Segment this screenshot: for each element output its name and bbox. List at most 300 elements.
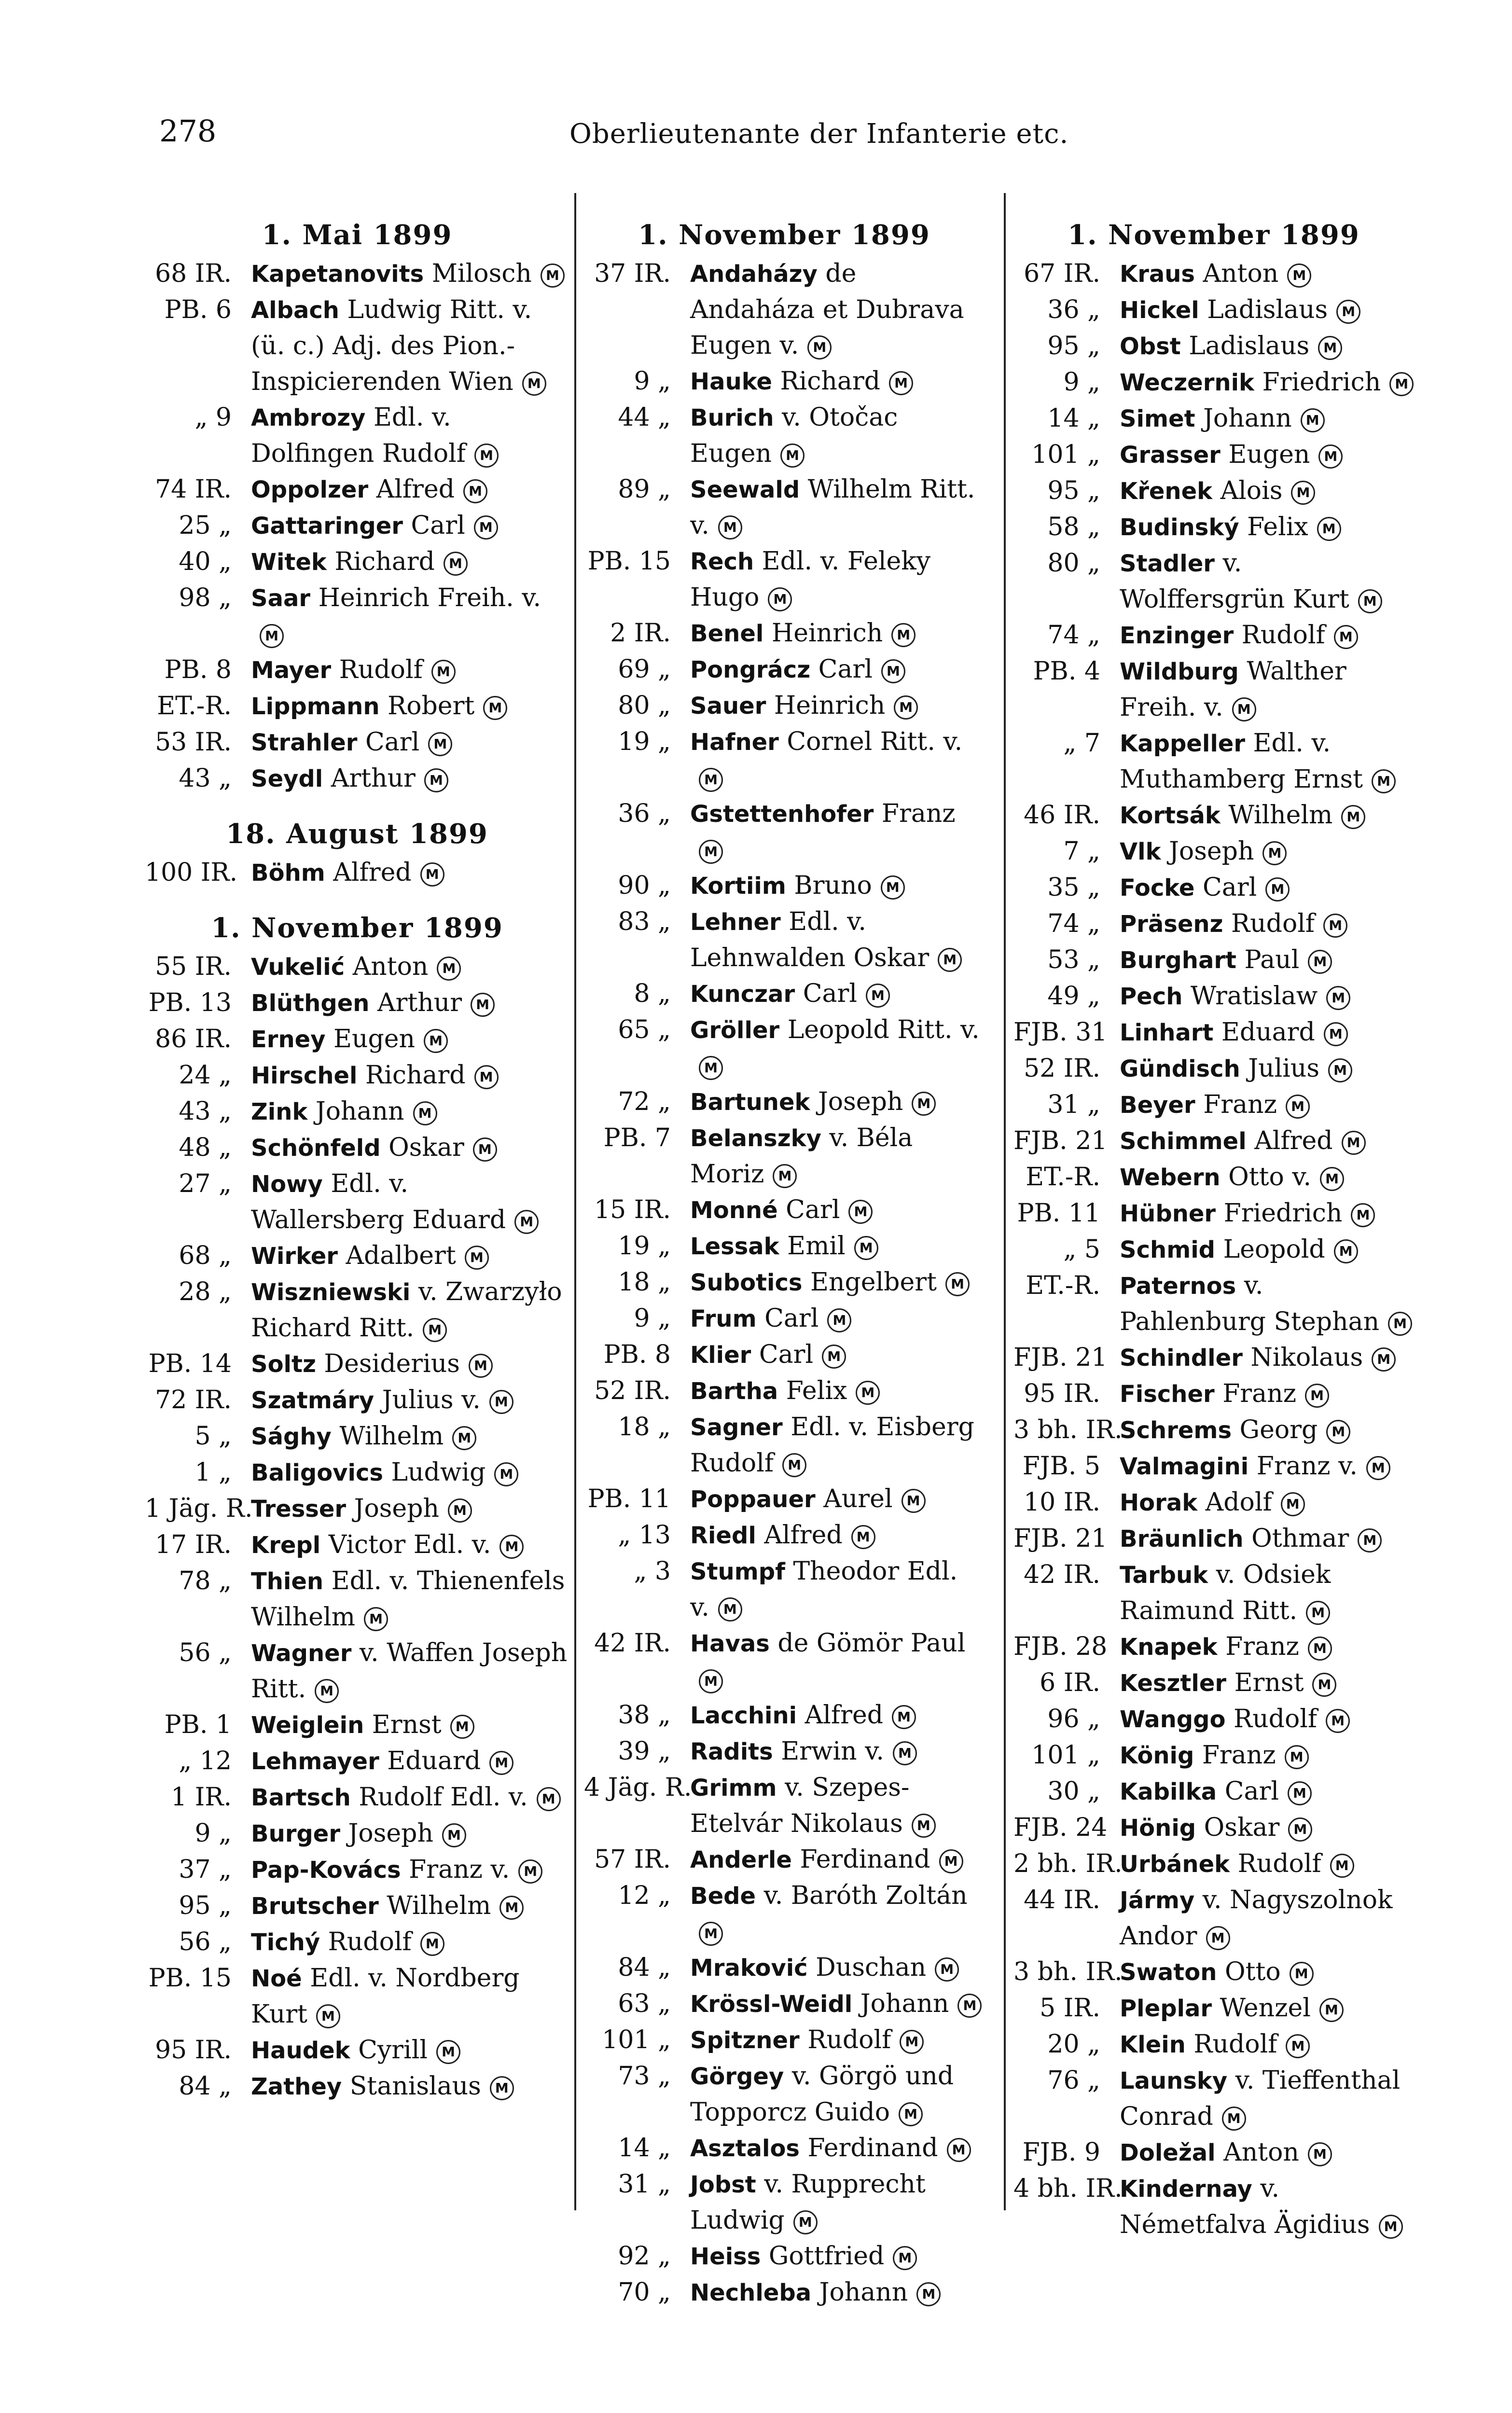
regiment-number: 83 „ xyxy=(618,907,671,936)
given-names: Eugen xyxy=(333,1025,416,1054)
surname: Wanggo xyxy=(1120,1706,1226,1733)
surname: Andaházy xyxy=(690,261,818,288)
given-names: Rudolf xyxy=(1231,909,1315,938)
given-names: Anton xyxy=(352,952,429,981)
given-names: Georg xyxy=(1239,1415,1318,1444)
officer-entry xyxy=(145,1130,569,1166)
medal-icon: M xyxy=(489,1390,513,1414)
surname: Baligovics xyxy=(251,1459,383,1486)
given-names: Leopold xyxy=(1223,1235,1325,1264)
medal-icon: M xyxy=(893,2246,917,2270)
given-names: Johann xyxy=(819,2278,908,2307)
given-names: Franz xyxy=(1202,1741,1276,1770)
regiment-number: FJB. 21 xyxy=(1013,1126,1108,1155)
officer-name xyxy=(251,292,569,400)
officer-name xyxy=(251,1021,569,1057)
column-1 xyxy=(145,193,569,2105)
given-names: v. Németfalva Ägidius xyxy=(1120,2174,1370,2239)
officer-entry xyxy=(1013,1665,1414,1701)
given-names: Carl xyxy=(365,728,420,757)
medal-icon: M xyxy=(514,1210,539,1234)
officer-entry xyxy=(145,472,569,508)
given-names: Eduard xyxy=(1221,1018,1315,1047)
medal-icon: M xyxy=(718,515,742,540)
officer-name xyxy=(690,2022,985,2058)
regiment-number: 12 „ xyxy=(618,1881,671,1910)
given-names: Ferdinand xyxy=(800,1845,930,1874)
given-names: Ferdinand xyxy=(807,2134,938,2163)
regiment-number: FJB. 28 xyxy=(1013,1632,1108,1661)
regiment-number: 40 „ xyxy=(179,547,232,576)
medal-icon: M xyxy=(1351,1203,1375,1227)
medal-icon: M xyxy=(473,1137,497,1162)
surname: Präsenz xyxy=(1120,911,1223,938)
officer-name xyxy=(251,1346,569,1382)
given-names: Rudolf xyxy=(339,655,423,684)
officer-name xyxy=(251,1130,569,1166)
medal-icon: M xyxy=(437,957,461,981)
officer-entry xyxy=(1013,364,1414,401)
regiment-number: 56 „ xyxy=(179,1638,232,1667)
officer-entry xyxy=(1013,1484,1414,1521)
regiment-number: 4 bh. IR. xyxy=(1013,2174,1123,2203)
medal-icon: M xyxy=(522,372,546,396)
regiment-number: 28 „ xyxy=(179,1277,232,1306)
medal-icon: M xyxy=(881,659,905,683)
surname: Tresser xyxy=(251,1496,347,1523)
regiment-number: PB. 4 xyxy=(1033,657,1100,686)
officer-entry xyxy=(145,688,569,724)
officer-entry xyxy=(1013,1882,1414,1954)
regiment-number: 2 IR. xyxy=(610,619,671,648)
surname: Weiglein xyxy=(251,1712,364,1739)
officer-name xyxy=(690,1842,985,1878)
medal-icon: M xyxy=(442,1823,466,1847)
section-date-heading: 1. November 1899 xyxy=(638,219,930,251)
medal-icon: M xyxy=(1358,589,1382,613)
officer-name xyxy=(1120,2135,1414,2171)
section-date-heading: 18. August 1899 xyxy=(226,818,488,850)
medal-icon: M xyxy=(1341,805,1365,829)
medal-icon: M xyxy=(424,1029,448,1053)
officer-entry xyxy=(584,1337,985,1373)
given-names: Wilhelm Ritt. v. xyxy=(690,475,975,540)
surname: Burich xyxy=(690,404,774,431)
given-names: Carl xyxy=(1224,1777,1279,1806)
given-names: v. Rupprecht Ludwig xyxy=(690,2170,926,2235)
regiment-number: „ 7 xyxy=(1063,729,1100,758)
regiment-number: 67 IR. xyxy=(1024,259,1100,288)
surname: Gröller xyxy=(690,1017,780,1044)
surname: Bräunlich xyxy=(1120,1525,1244,1553)
regiment-number: 19 „ xyxy=(618,727,671,756)
medal-icon: M xyxy=(699,1669,723,1693)
surname: Kappeller xyxy=(1120,730,1245,757)
officer-name xyxy=(1120,545,1414,617)
surname: Horak xyxy=(1120,1489,1198,1516)
regiment-number: FJB. 21 xyxy=(1013,1524,1108,1553)
medal-icon: M xyxy=(1312,1673,1336,1697)
regiment-number: ET.-R. xyxy=(157,692,232,721)
officer-name xyxy=(1120,725,1414,797)
given-names: Edl. v. Nordberg Kurt xyxy=(251,1964,520,2029)
officer-name xyxy=(1120,1087,1414,1123)
officer-name xyxy=(251,1238,569,1274)
officer-entry xyxy=(1013,437,1414,473)
officer-entry xyxy=(1013,2063,1414,2135)
officer-name xyxy=(690,796,985,868)
regiment-number: 53 IR. xyxy=(155,728,232,757)
officer-entry xyxy=(584,976,985,1012)
surname: Sághy xyxy=(251,1423,332,1450)
officer-entry xyxy=(584,1084,985,1120)
medal-icon: M xyxy=(465,1246,489,1270)
given-names: Franz xyxy=(881,799,956,828)
regiment-number: 10 IR. xyxy=(1024,1488,1100,1517)
surname: Simet xyxy=(1120,405,1195,432)
medal-icon: M xyxy=(1358,1528,1382,1553)
medal-icon: M xyxy=(848,1200,873,1224)
surname: Kabilka xyxy=(1120,1778,1217,1805)
officer-name xyxy=(1120,437,1414,473)
officer-entry xyxy=(145,1888,569,1924)
given-names: Felix xyxy=(1247,513,1308,541)
regiment-number: 31 „ xyxy=(1047,1090,1100,1119)
officer-name xyxy=(690,1625,985,1697)
surname: Heiss xyxy=(690,2243,761,2270)
surname: Soltz xyxy=(251,1351,316,1378)
regiment-number: „ 9 xyxy=(194,403,232,432)
surname: Lippmann xyxy=(251,693,380,720)
regiment-number: 48 „ xyxy=(179,1133,232,1162)
given-names: Robert xyxy=(388,692,475,721)
officer-name xyxy=(1120,1774,1414,1810)
medal-icon: M xyxy=(1308,1636,1332,1661)
section-date-heading: 1. November 1899 xyxy=(211,912,503,944)
regiment-number: 80 „ xyxy=(618,691,671,720)
officer-entry xyxy=(145,1491,569,1527)
regiment-number: 17 IR. xyxy=(155,1530,232,1559)
officer-entry xyxy=(1013,1051,1414,1087)
officer-entry xyxy=(1013,725,1414,797)
officer-name xyxy=(690,868,985,904)
medal-icon: M xyxy=(912,1092,936,1116)
officer-name xyxy=(1120,942,1414,978)
regiment-number: PB. 8 xyxy=(603,1340,671,1369)
regiment-number: 36 „ xyxy=(618,799,671,828)
medal-icon: M xyxy=(889,371,913,395)
given-names: Rudolf xyxy=(807,2025,891,2054)
surname: Bede xyxy=(690,1883,756,1910)
surname: Valmagini xyxy=(1120,1453,1249,1480)
surname: Gstettenhofer xyxy=(690,801,874,828)
officer-name xyxy=(251,2068,569,2105)
officer-name xyxy=(251,2032,569,2068)
surname: Kortiim xyxy=(690,873,786,900)
regiment-number: 55 IR. xyxy=(155,952,232,981)
medal-icon: M xyxy=(939,1849,963,1873)
officer-name xyxy=(1120,1268,1414,1340)
regiment-number: 89 „ xyxy=(618,475,671,504)
officer-entry xyxy=(584,1986,985,2022)
officer-entry xyxy=(145,1852,569,1888)
officer-entry xyxy=(1013,617,1414,653)
given-names: Carl xyxy=(818,655,873,684)
regiment-number: PB. 6 xyxy=(164,295,232,324)
medal-icon: M xyxy=(768,587,792,611)
medal-icon: M xyxy=(463,479,487,503)
surname: Hübner xyxy=(1120,1200,1216,1227)
given-names: Emil xyxy=(787,1232,846,1261)
surname: Tarbuk xyxy=(1120,1562,1208,1589)
officer-name xyxy=(1120,1159,1414,1195)
surname: Launsky xyxy=(1120,2067,1228,2094)
officer-name xyxy=(1120,473,1414,509)
officer-entry xyxy=(584,1012,985,1084)
surname: Swaton xyxy=(1120,1959,1217,1986)
medal-icon: M xyxy=(1262,841,1287,865)
surname: Klier xyxy=(690,1342,751,1369)
date-section xyxy=(584,217,985,2311)
regiment-number: 15 IR. xyxy=(594,1195,671,1224)
regiment-number: 9 „ xyxy=(634,367,671,396)
medal-icon: M xyxy=(452,1426,476,1450)
officer-entry xyxy=(145,1274,569,1346)
surname: Riedl xyxy=(690,1522,756,1549)
regiment-number: 43 „ xyxy=(179,764,232,793)
officer-entry xyxy=(1013,256,1414,292)
medal-icon: M xyxy=(1326,986,1350,1010)
surname: Kraus xyxy=(1120,261,1195,288)
surname: Fischer xyxy=(1120,1381,1215,1408)
surname: Budinský xyxy=(1120,514,1239,541)
officer-name xyxy=(251,1779,569,1816)
given-names: Edl. v. Lehnwalden Oskar xyxy=(690,907,929,972)
surname: Blüthgen xyxy=(251,990,370,1017)
given-names: Ladislaus xyxy=(1189,332,1310,361)
medal-icon: M xyxy=(891,623,916,647)
given-names: Rudolf Edl. v. xyxy=(359,1783,528,1812)
medal-icon: M xyxy=(856,1381,880,1405)
regiment-number: 37 IR. xyxy=(594,259,671,288)
officer-entry xyxy=(584,1228,985,1264)
regiment-number: PB. 7 xyxy=(603,1123,671,1152)
surname: Obst xyxy=(1120,333,1181,360)
given-names: de Gömör Paul xyxy=(777,1629,966,1658)
officer-entry xyxy=(584,543,985,615)
surname: Hafner xyxy=(690,729,779,756)
date-section xyxy=(145,816,569,891)
officer-entry xyxy=(584,2130,985,2166)
surname: Lessak xyxy=(690,1233,779,1260)
surname: Seewald xyxy=(690,476,800,503)
officer-name xyxy=(1120,256,1414,292)
surname: Ambrozy xyxy=(251,404,366,431)
officer-entry xyxy=(1013,1195,1414,1232)
surname: Linhart xyxy=(1120,1019,1214,1046)
officer-entry xyxy=(145,2068,569,2105)
officer-name xyxy=(251,400,569,472)
medal-icon: M xyxy=(1319,1998,1344,2022)
regiment-number: 101 „ xyxy=(1031,1741,1100,1770)
officer-name xyxy=(690,256,985,363)
officer-name xyxy=(1120,1557,1414,1629)
medal-icon: M xyxy=(428,732,452,756)
given-names: Friedrich xyxy=(1223,1199,1343,1228)
surname: Schmid xyxy=(1120,1236,1216,1263)
regiment-number: 78 „ xyxy=(179,1567,232,1595)
officer-name xyxy=(251,508,569,544)
given-names: Alfred xyxy=(764,1521,843,1550)
column-3 xyxy=(1013,193,1414,2243)
surname: Hickel xyxy=(1120,297,1199,324)
surname: Kesztler xyxy=(1120,1670,1227,1697)
given-names: Carl xyxy=(764,1304,819,1333)
officer-name xyxy=(251,985,569,1021)
given-names: Edl. v. Dolfingen Rudolf xyxy=(251,403,466,468)
given-names: Edl. v. Feleky Hugo xyxy=(690,547,931,612)
officer-name xyxy=(251,1888,569,1924)
given-names: Duschan xyxy=(816,1953,927,1982)
medal-icon: M xyxy=(1326,1709,1350,1733)
officer-entry xyxy=(145,1816,569,1852)
medal-icon: M xyxy=(881,875,905,900)
medal-icon: M xyxy=(899,2102,923,2126)
medal-icon: M xyxy=(1330,1854,1354,1878)
given-names: Carl xyxy=(411,511,465,540)
medal-icon: M xyxy=(1388,1312,1412,1336)
regiment-number: 101 „ xyxy=(1031,440,1100,469)
officer-entry xyxy=(584,652,985,688)
regiment-number: 27 „ xyxy=(179,1169,232,1198)
surname: Mraković xyxy=(690,1955,808,1982)
officer-entry xyxy=(584,796,985,868)
given-names: v. Béla Moriz xyxy=(690,1123,913,1189)
surname: Wirker xyxy=(251,1243,338,1270)
officer-name xyxy=(251,688,569,724)
given-names: Franz xyxy=(1222,1379,1297,1408)
medal-icon: M xyxy=(450,1715,474,1739)
given-names: Rudolf xyxy=(1241,621,1325,650)
column-divider-2 xyxy=(1004,193,1006,2210)
surname: Webern xyxy=(1120,1164,1221,1191)
surname: Asztalos xyxy=(690,2135,800,2162)
officer-name xyxy=(251,652,569,688)
regiment-number: 101 „ xyxy=(602,2025,671,2054)
officer-name xyxy=(251,724,569,761)
given-names: Heinrich Freih. v. xyxy=(318,583,541,612)
surname: Saar xyxy=(251,585,311,612)
officer-entry xyxy=(1013,1954,1414,1990)
regiment-number: 14 „ xyxy=(618,2134,671,2163)
officer-entry xyxy=(145,1238,569,1274)
medal-icon: M xyxy=(474,444,499,468)
officer-entry xyxy=(145,256,569,292)
officer-name xyxy=(251,1960,569,2032)
medal-icon: M xyxy=(1379,2215,1403,2239)
given-names: Wilhelm xyxy=(1228,801,1333,830)
regiment-number: 1 IR. xyxy=(171,1783,232,1812)
given-names: Wratislaw xyxy=(1190,982,1318,1011)
medal-icon: M xyxy=(1372,1347,1396,1372)
surname: Schimmel xyxy=(1120,1128,1247,1155)
regiment-number: 39 „ xyxy=(618,1737,671,1766)
officer-name xyxy=(251,580,569,652)
surname: Beyer xyxy=(1120,1092,1195,1119)
given-names: Edl. v. Wallersberg Eduard xyxy=(251,1169,506,1234)
given-names: Edl. v. Muthamberg Ernst xyxy=(1120,729,1363,794)
given-names: Leopold Ritt. v. xyxy=(787,1015,980,1044)
officer-name xyxy=(1120,1051,1414,1087)
surname: Grasser xyxy=(1120,442,1221,469)
regiment-number: 9 „ xyxy=(634,1304,671,1333)
medal-icon: M xyxy=(718,1597,742,1622)
surname: Burghart xyxy=(1120,947,1236,974)
officer-name xyxy=(1120,1232,1414,1268)
page-number: 278 xyxy=(159,113,217,149)
surname: Pongrácz xyxy=(690,656,811,683)
officer-entry xyxy=(145,1346,569,1382)
given-names: Engelbert xyxy=(810,1268,937,1297)
officer-name xyxy=(1120,292,1414,328)
officer-entry xyxy=(1013,2026,1414,2063)
officer-entry xyxy=(584,688,985,724)
officer-name xyxy=(690,1697,985,1733)
officer-entry xyxy=(145,1382,569,1418)
regiment-number: 53 „ xyxy=(1047,945,1100,974)
given-names: Wilhelm xyxy=(387,1891,491,1920)
medal-icon: M xyxy=(420,1932,444,1956)
officer-entry xyxy=(1013,797,1414,833)
officer-entry xyxy=(584,2166,985,2238)
date-section xyxy=(1013,217,1414,2243)
officer-name xyxy=(1120,653,1414,725)
given-names: Richard xyxy=(334,547,435,576)
regiment-number: 46 IR. xyxy=(1024,801,1100,830)
officer-name xyxy=(1120,1737,1414,1774)
medal-icon: M xyxy=(431,660,456,684)
given-names: Franz xyxy=(1203,1090,1277,1119)
surname: Kapetanovits xyxy=(251,261,424,288)
medal-icon: M xyxy=(474,515,498,540)
surname: Zink xyxy=(251,1098,308,1125)
given-names: Paul xyxy=(1244,945,1300,974)
surname: Lehner xyxy=(690,909,781,936)
surname: Gattaringer xyxy=(251,513,403,540)
medal-icon: M xyxy=(1326,1420,1350,1444)
officer-name xyxy=(251,1418,569,1455)
medal-icon: M xyxy=(699,768,723,792)
given-names: Ladislaus xyxy=(1207,295,1328,324)
regiment-number: 9 „ xyxy=(1063,368,1100,397)
medal-icon: M xyxy=(782,1453,806,1477)
regiment-number: 95 „ xyxy=(1047,332,1100,361)
officer-entry xyxy=(1013,1232,1414,1268)
medal-icon: M xyxy=(1366,1456,1390,1480)
officer-entry xyxy=(584,1373,985,1409)
officer-entry xyxy=(1013,906,1414,942)
given-names: Julius xyxy=(1248,1054,1320,1083)
regiment-number: 98 „ xyxy=(179,583,232,612)
officer-entry xyxy=(145,1707,569,1743)
officer-entry xyxy=(584,1192,985,1228)
surname: Strahler xyxy=(251,729,358,756)
surname: Nechleba xyxy=(690,2279,812,2306)
officer-name xyxy=(690,724,985,796)
given-names: Richard xyxy=(365,1061,466,1090)
given-names: v. Görgö und Topporcz Guido xyxy=(690,2062,954,2127)
officer-name xyxy=(251,1094,569,1130)
